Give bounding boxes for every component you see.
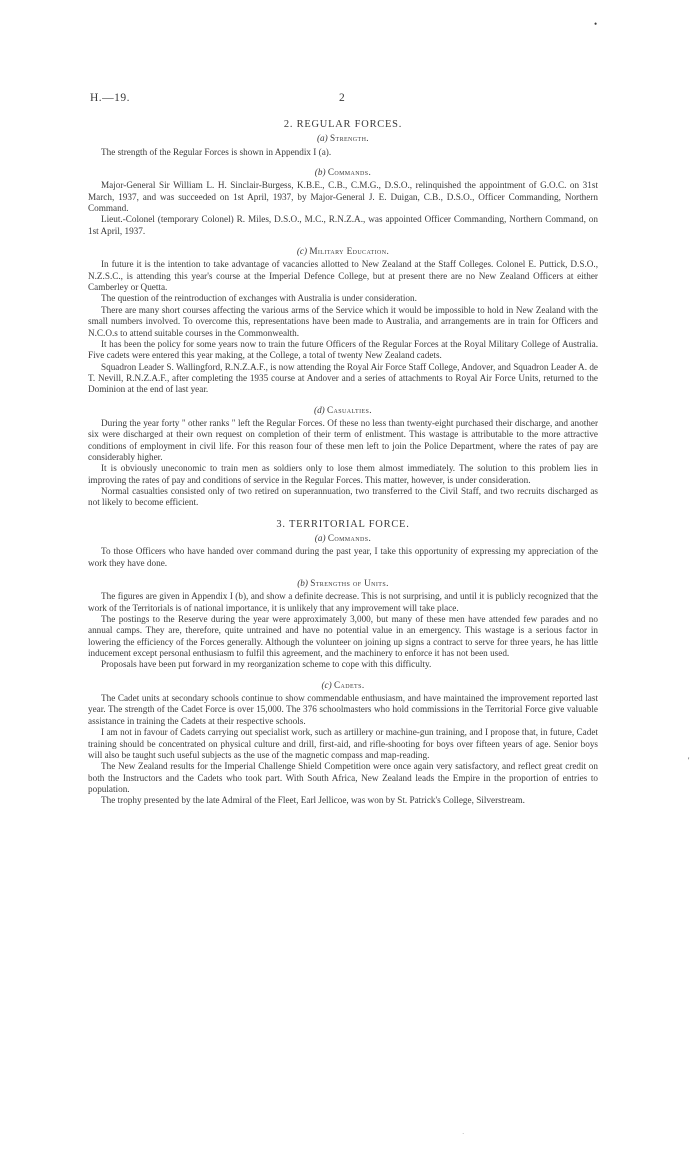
paragraph: In future it is the intention to take advantage of vacancies allotted to New Zealand at the Staff Colleges. Colonel E. Puttick, D.S.O., N.Z.S.C., is attending this year's course at the Imperial Defence College, but at present there are no New Zealand Officers at either Camberley or Quetta. <box>88 259 598 293</box>
subheading-label: (a) <box>316 133 328 144</box>
subheading-text: Commands. <box>327 533 372 543</box>
paragraph: The question of the reintroduction of exchanges with Australia is under consideration. <box>101 293 417 304</box>
paragraph: It is obviously uneconomic to train men as soldiers only to lose them almost immediately. The solution to this problem lies in improving the rates of pay and conditions of service in the Regular Forces. This matter, however, is under consideration. <box>88 463 598 485</box>
page-number: 2 <box>339 92 346 104</box>
paragraph: The Cadet units at secondary schools continue to show commendable enthusiasm, and have maintained the improvement reported last year. The strength of the Cadet Force is over 15,000. The 376 schoolmasters who hold commissions in the Territorial Force give valuable assistance in training the Cadets at their respective schools. <box>88 693 598 726</box>
document-reference: H.—19. <box>90 92 131 104</box>
subheading-label: (b) <box>297 578 308 589</box>
section-title-regular-forces: 2. REGULAR FORCES. <box>283 119 403 130</box>
subheading-text: Military Education. <box>309 246 390 257</box>
paragraph: Normal casualties consisted only of two retired on superannuation, two transferred to the Civil Staff, and two recruits discharged as not likely to become efficient. <box>88 485 598 508</box>
subheading-label: (c) <box>321 679 332 690</box>
subheading-text: Cadets. <box>333 679 365 690</box>
subheading-label: (d) <box>314 404 325 415</box>
paragraph: The figures are given in Appendix I (b), and show a definite decrease. This is not surprising, and until it is publicly recognized that the work of the Territorials is of national importance, it is unlikely that any improvement will take place. <box>88 591 598 613</box>
document-body <box>88 119 598 807</box>
paragraph: The trophy presented by the late Admiral of the Fleet, Earl Jellicoe, was won by St. Patrick's College, Silverstream. <box>101 795 525 806</box>
paragraph: Major-General Sir William L. H. Sinclair-Burgess, K.B.E., C.B., C.M.G., D.S.O., relinquished the appointment of G.O.C. on 31st March, 1937, and was succeeded on 1st April, 1937, by Major-General J. E. Duigan, C.B., D.S.O., Officer Commanding, Northern Command. <box>88 180 598 214</box>
subheading-text: Strengths of Units. <box>310 578 389 589</box>
subheading-label: (a) <box>314 533 326 543</box>
paragraph: Lieut.-Colonel (temporary Colonel) R. Miles, D.S.O., M.C., R.N.Z.A., was appointed Officer Commanding, Northern Command, on 1st April, 1937. <box>88 214 598 236</box>
subheading-military-education <box>88 246 598 257</box>
paragraph: To those Officers who have handed over command during the past year, I take this opportunity of expressing my appreciation of the work they have done. <box>88 546 598 568</box>
subheading-strengths-of-units <box>88 578 598 589</box>
subheading-label: (c) <box>296 246 308 257</box>
subheading-strength <box>88 133 598 144</box>
paragraph: There are many short courses affecting the various arms of the Service which it would be impossible to hold in New Zealand with the small numbers involved. To overcome this, representations have been made to Australia, and arrangements are in train for Officers and N.C.O.s to attend suitable courses in the Commonwealth. <box>88 304 598 338</box>
section-title-territorial-force: 3. TERRITORIAL FORCE. <box>276 518 410 530</box>
footer-mark: · <box>462 1130 465 1138</box>
paragraph: The New Zealand results for the Imperial Challenge Shield Competition were once again very satisfactory, and reflect great credit on both the Instructors and the Cadets who took part. With South Africa, New Zealand leads the Empire in the proportion of entries to population. <box>88 761 598 794</box>
subheading-text: Strength. <box>330 133 370 144</box>
paragraph: During the year forty " other ranks " left the Regular Forces. Of these no less than twenty-eight purchased their discharge, and another six were discharged at their own request on completion of their term of enlistment. This wastage is attributable to the more attractive conditions of employment in civil life. For this reason four of these men left to join the Police Department, where the rates of pay are considerably higher. <box>88 417 598 462</box>
subheading-label: (b) <box>314 167 326 178</box>
subheading-commands <box>88 167 598 178</box>
corner-mark: • <box>594 19 598 29</box>
paragraph: Squadron Leader S. Wallingford, R.N.Z.A.F., is now attending the Royal Air Force Staff College, Andover, and Squadron Leader A. de T. Nevill, R.N.Z.A.F., after completing the 1935 course at Andover and a series of attachments to Royal Air Force Units, returned to the Dominion at the end of last year. <box>88 361 598 395</box>
paragraph: The strength of the Regular Forces is shown in Appendix I (a). <box>101 146 332 157</box>
paragraph: The postings to the Reserve during the year were approximately 3,000, but many of these men have attended few parades and no annual camps. They are, therefore, quite untrained and have no potential value in an emergency. This wastage is a serious factor in lowering the efficiency of the Forces generally. Although the volunteer on joining up signs a contract to serve for three years, he has little inducement except personal enthusiasm to fulfil this agreement, and the machinery to enforce it has not been used. <box>88 614 598 659</box>
subheading-cadets <box>88 680 598 691</box>
subheading-casualties <box>88 405 598 416</box>
margin-mark: ' <box>688 756 690 765</box>
paragraph: Proposals have been put forward in my reorganization scheme to cope with this difficulty. <box>101 659 432 670</box>
paragraph: It has been the policy for some years now to train the future Officers of the Regular Forces at the Royal Military College of Australia. Five cadets were entered this year making, at the College, a total of twenty New Zealand cadets. <box>88 338 598 361</box>
subheading-commands <box>88 533 598 544</box>
subheading-text: Commands. <box>327 167 372 178</box>
subheading-text: Casualties. <box>327 404 372 415</box>
paragraph: I am not in favour of Cadets carrying out specialist work, such as artillery or machine-gun training, and I propose that, in future, Cadet training should be concentrated on physical culture and drill, first-aid, and rifle-shooting for boys over fifteen years of age. Senior boys will also be taught such useful subjects as the use of the magnetic compass and map-reading. <box>88 727 598 760</box>
